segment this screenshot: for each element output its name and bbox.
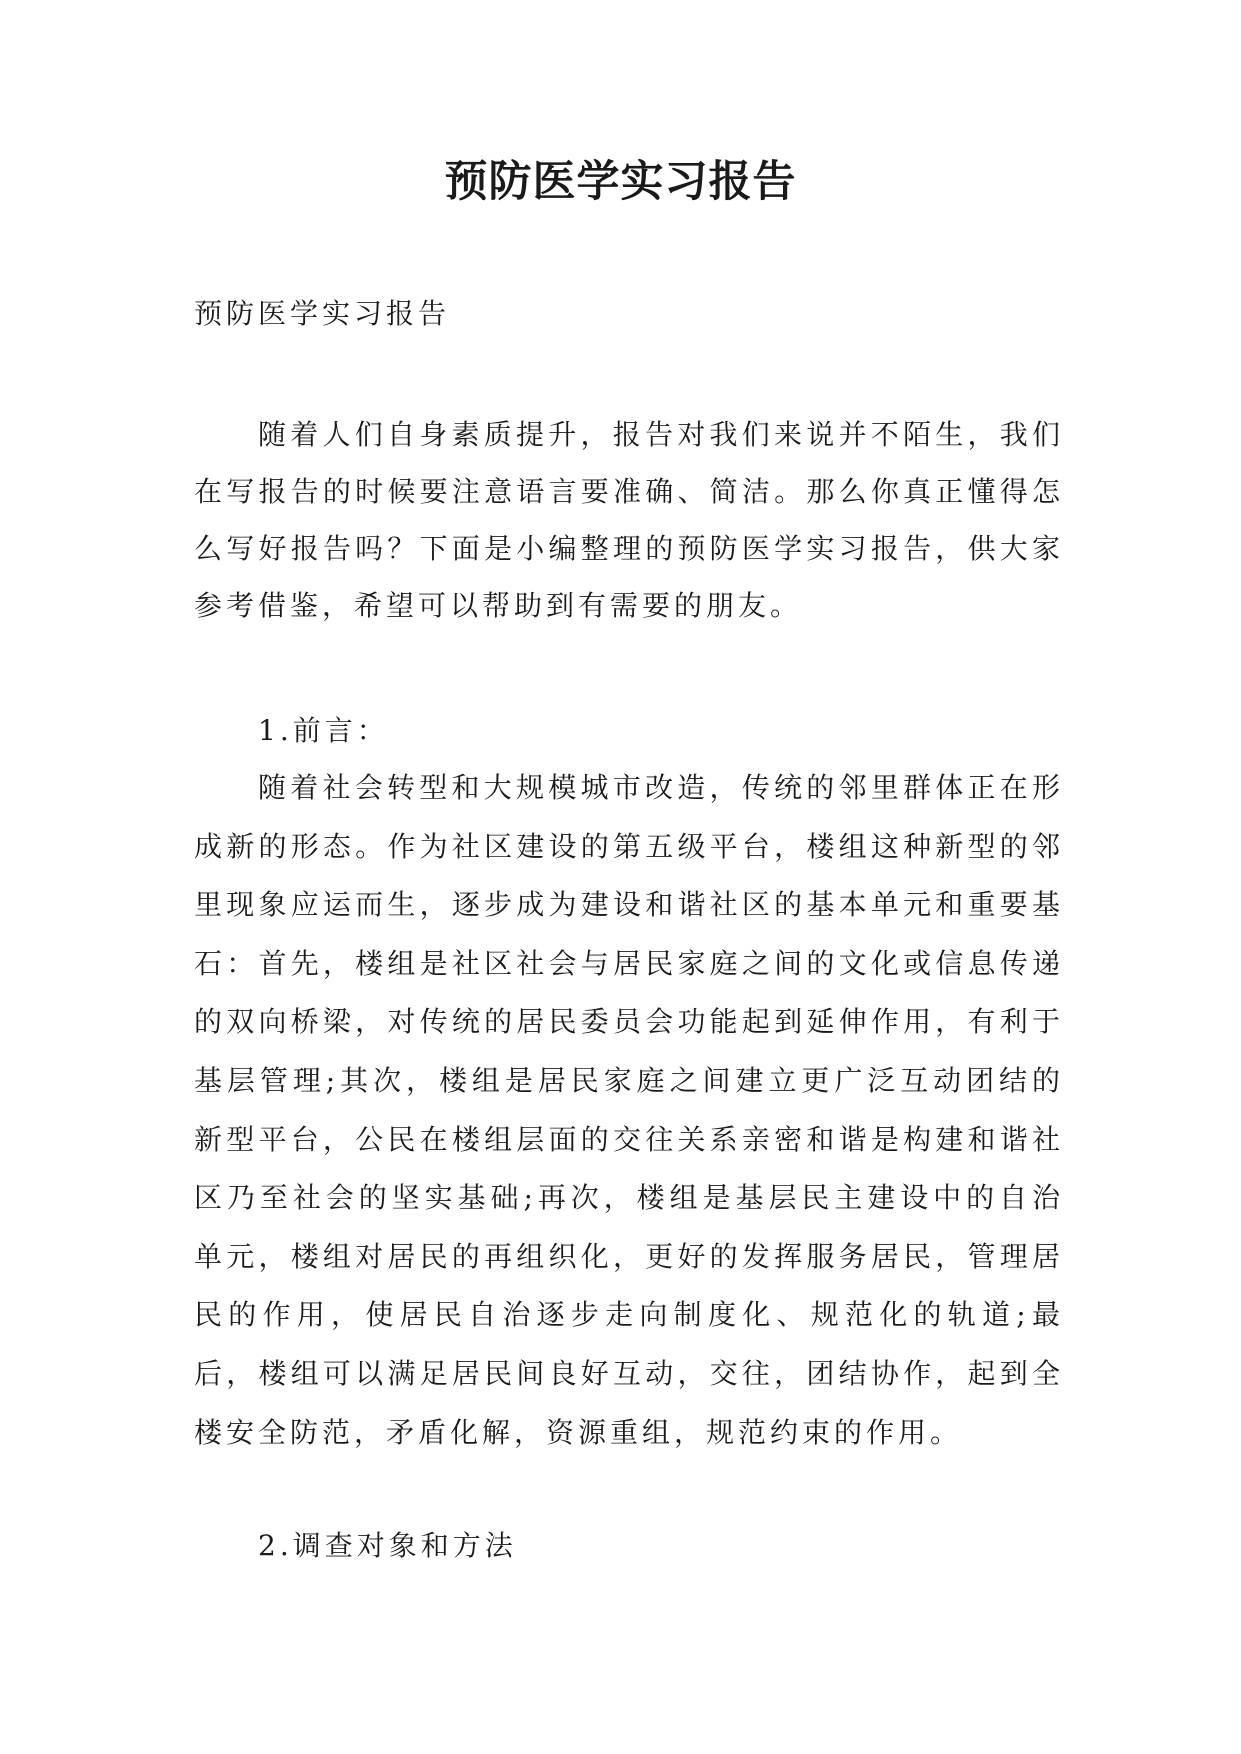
- section-heading-preface: 1.前言：: [258, 714, 389, 747]
- intro-paragraph: 随着人们自身素质提升，报告对我们来说并不陌生，我们在写报告的时候要注意语言要准确、简洁。那么你真正懂得怎么写好报告吗？下面是小编整理的预防医学实习报告，供大家参考借鉴，希望可以帮助到有需要的朋友。: [194, 418, 1064, 622]
- preface-paragraph: 随着社会转型和大规模城市改造，传统的邻里群体正在形成新的形态。作为社区建设的第五级平台，楼组这种新型的邻里现象应运而生，逐步成为建设和谐社区的基本单元和重要基石：首先，楼组是社区社会与居民家庭之间的文化或信息传递的双向桥梁，对传统的居民委员会功能起到延伸作用，有利于基层管理;其次，楼组是居民家庭之间建立更广泛互动团结的新型平台，公民在楼组层面的交往关系亲密和谐是构建和谐社区乃至社会的坚实基础;再次，楼组是基层民主建设中的自治单元，楼组对居民的再组织化，更好的发挥服务居民，管理居民的作用，使居民自治逐步走向制度化、规范化的轨道;最后，楼组可以满足居民间良好互动，交往，团结协作，起到全楼安全防范，矛盾化解，资源重组，规范约束的作用。: [194, 771, 1064, 1449]
- document-title: 预防医学实习报告: [444, 157, 797, 207]
- section-heading-survey-methods: 2.调查对象和方法: [258, 1529, 517, 1562]
- document-subtitle: 预防医学实习报告: [194, 297, 451, 330]
